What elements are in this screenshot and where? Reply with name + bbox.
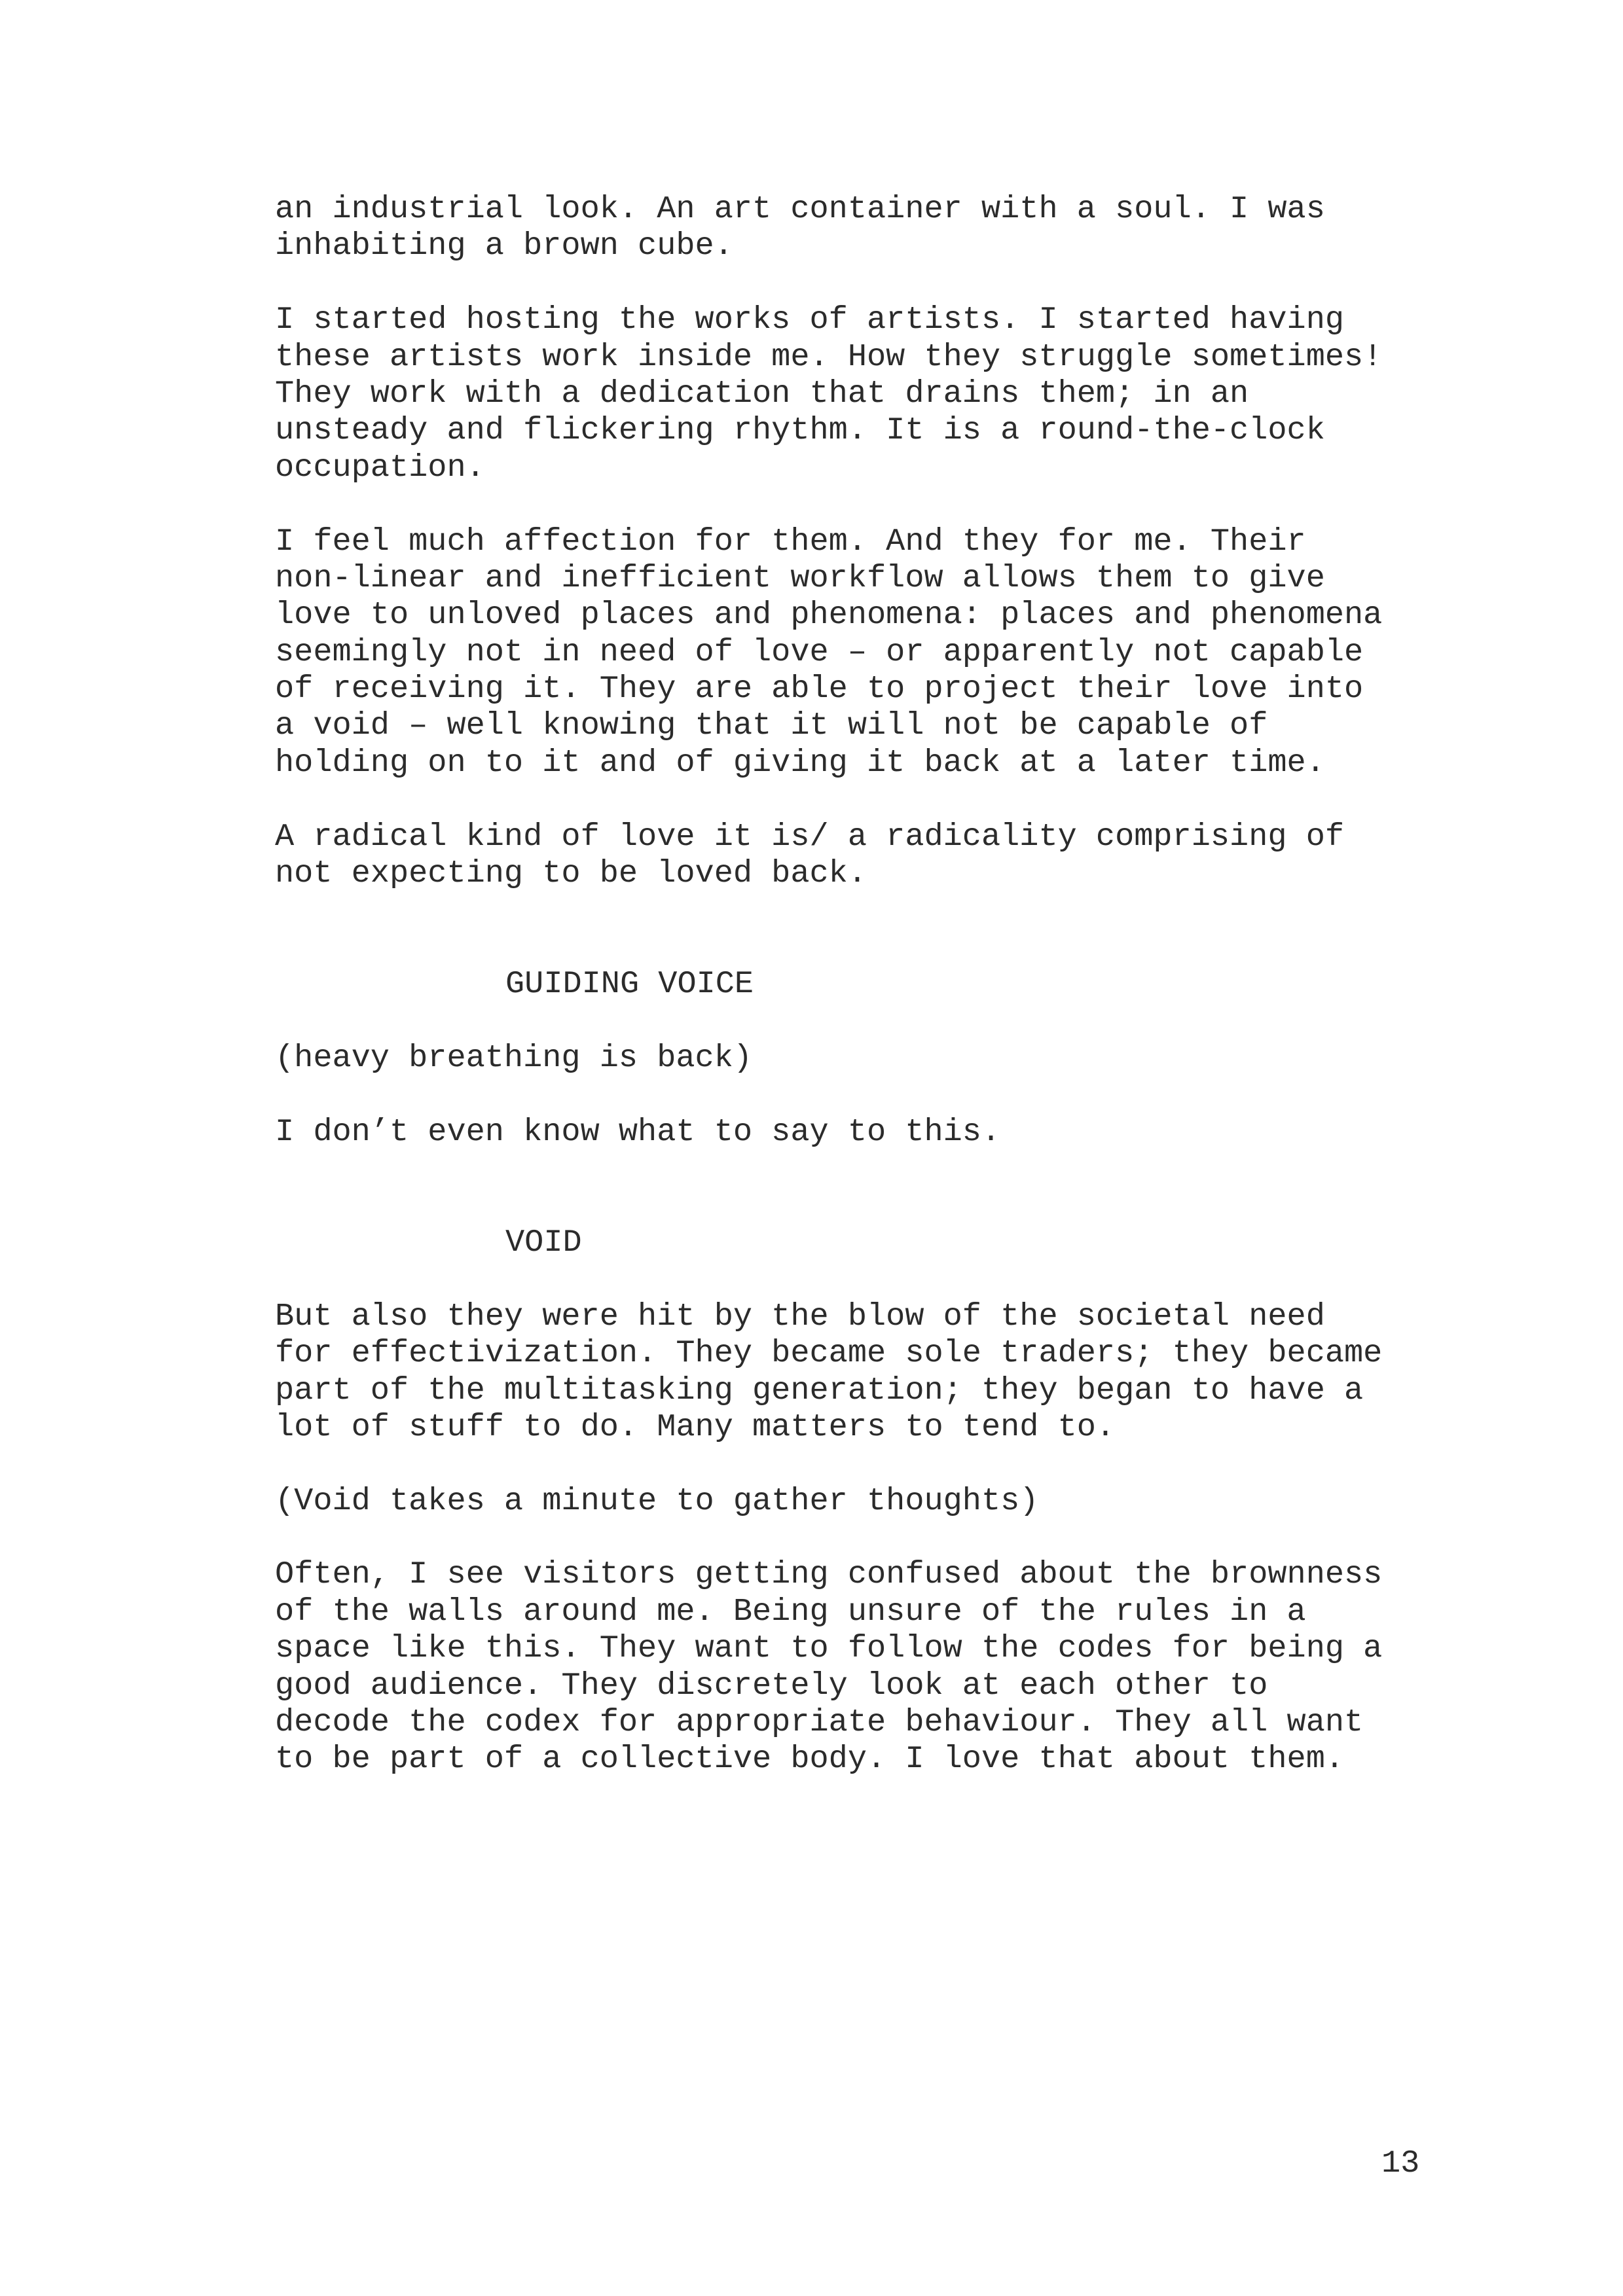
- text-line: lot of stuff to do. Many matters to tend to.: [275, 1408, 1116, 1445]
- text-line: I started hosting the works of artists. I started having: [275, 302, 1345, 338]
- text-line: not expecting to be loved back.: [275, 855, 867, 892]
- text-line: Often, I see visitors getting confused about the brownness: [275, 1556, 1383, 1593]
- text-line: of the walls around me. Being unsure of the rules in a: [275, 1593, 1306, 1630]
- text-line: these artists work inside me. How they struggle sometimes!: [275, 338, 1383, 375]
- script-body: [275, 191, 1440, 1778]
- character-name-void: VOID: [505, 1224, 582, 1261]
- dialogue-line: I don’t even know what to say to this.: [275, 1113, 1001, 1150]
- text-line: seemingly not in need of love – or apparently not capable: [275, 634, 1364, 670]
- text-line: non-linear and inefficient workflow allows them to give: [275, 560, 1325, 596]
- paragraph-6: [275, 1556, 1440, 1778]
- paragraph-2: [275, 302, 1440, 486]
- text-line: holding on to it and of giving it back at a later time.: [275, 744, 1325, 781]
- text-line: for effectivization. They became sole traders; they became: [275, 1335, 1383, 1372]
- paragraph-4: [275, 819, 1440, 893]
- text-line: to be part of a collective body. I love that about them.: [275, 1741, 1345, 1778]
- stage-direction: (heavy breathing is back): [275, 1040, 753, 1076]
- text-line: good audience. They discretely look at each other to: [275, 1667, 1268, 1704]
- text-line: space like this. They want to follow the codes for being a: [275, 1630, 1383, 1667]
- text-line: part of the multitasking generation; they began to have a: [275, 1372, 1364, 1408]
- stage-direction: (Void takes a minute to gather thoughts): [275, 1482, 1039, 1519]
- paragraph-5: [275, 1299, 1440, 1446]
- text-line: love to unloved places and phenomena: places and phenomena: [275, 597, 1383, 634]
- text-line: occupation.: [275, 449, 485, 486]
- paragraph-1: [275, 191, 1440, 265]
- text-line: a void – well knowing that it will not be capable of: [275, 708, 1268, 744]
- text-line: But also they were hit by the blow of the societal need: [275, 1298, 1325, 1335]
- text-line: inhabiting a brown cube.: [275, 228, 733, 264]
- text-line: decode the codex for appropriate behaviour. They all want: [275, 1704, 1364, 1741]
- text-line: I feel much affection for them. And they for me. Their: [275, 523, 1306, 560]
- text-line: of receiving it. They are able to project their love into: [275, 671, 1364, 708]
- text-line: unsteady and flickering rhythm. It is a round-the-clock: [275, 412, 1325, 449]
- text-line: A radical kind of love it is/ a radicality comprising of: [275, 818, 1345, 855]
- text-line: an industrial look. An art container with a soul. I was: [275, 191, 1325, 227]
- text-line: They work with a dedication that drains them; in an: [275, 375, 1249, 412]
- character-name-guiding-voice: GUIDING VOICE: [505, 966, 754, 1003]
- paragraph-3: [275, 524, 1440, 782]
- page-number: 13: [1381, 2145, 1420, 2181]
